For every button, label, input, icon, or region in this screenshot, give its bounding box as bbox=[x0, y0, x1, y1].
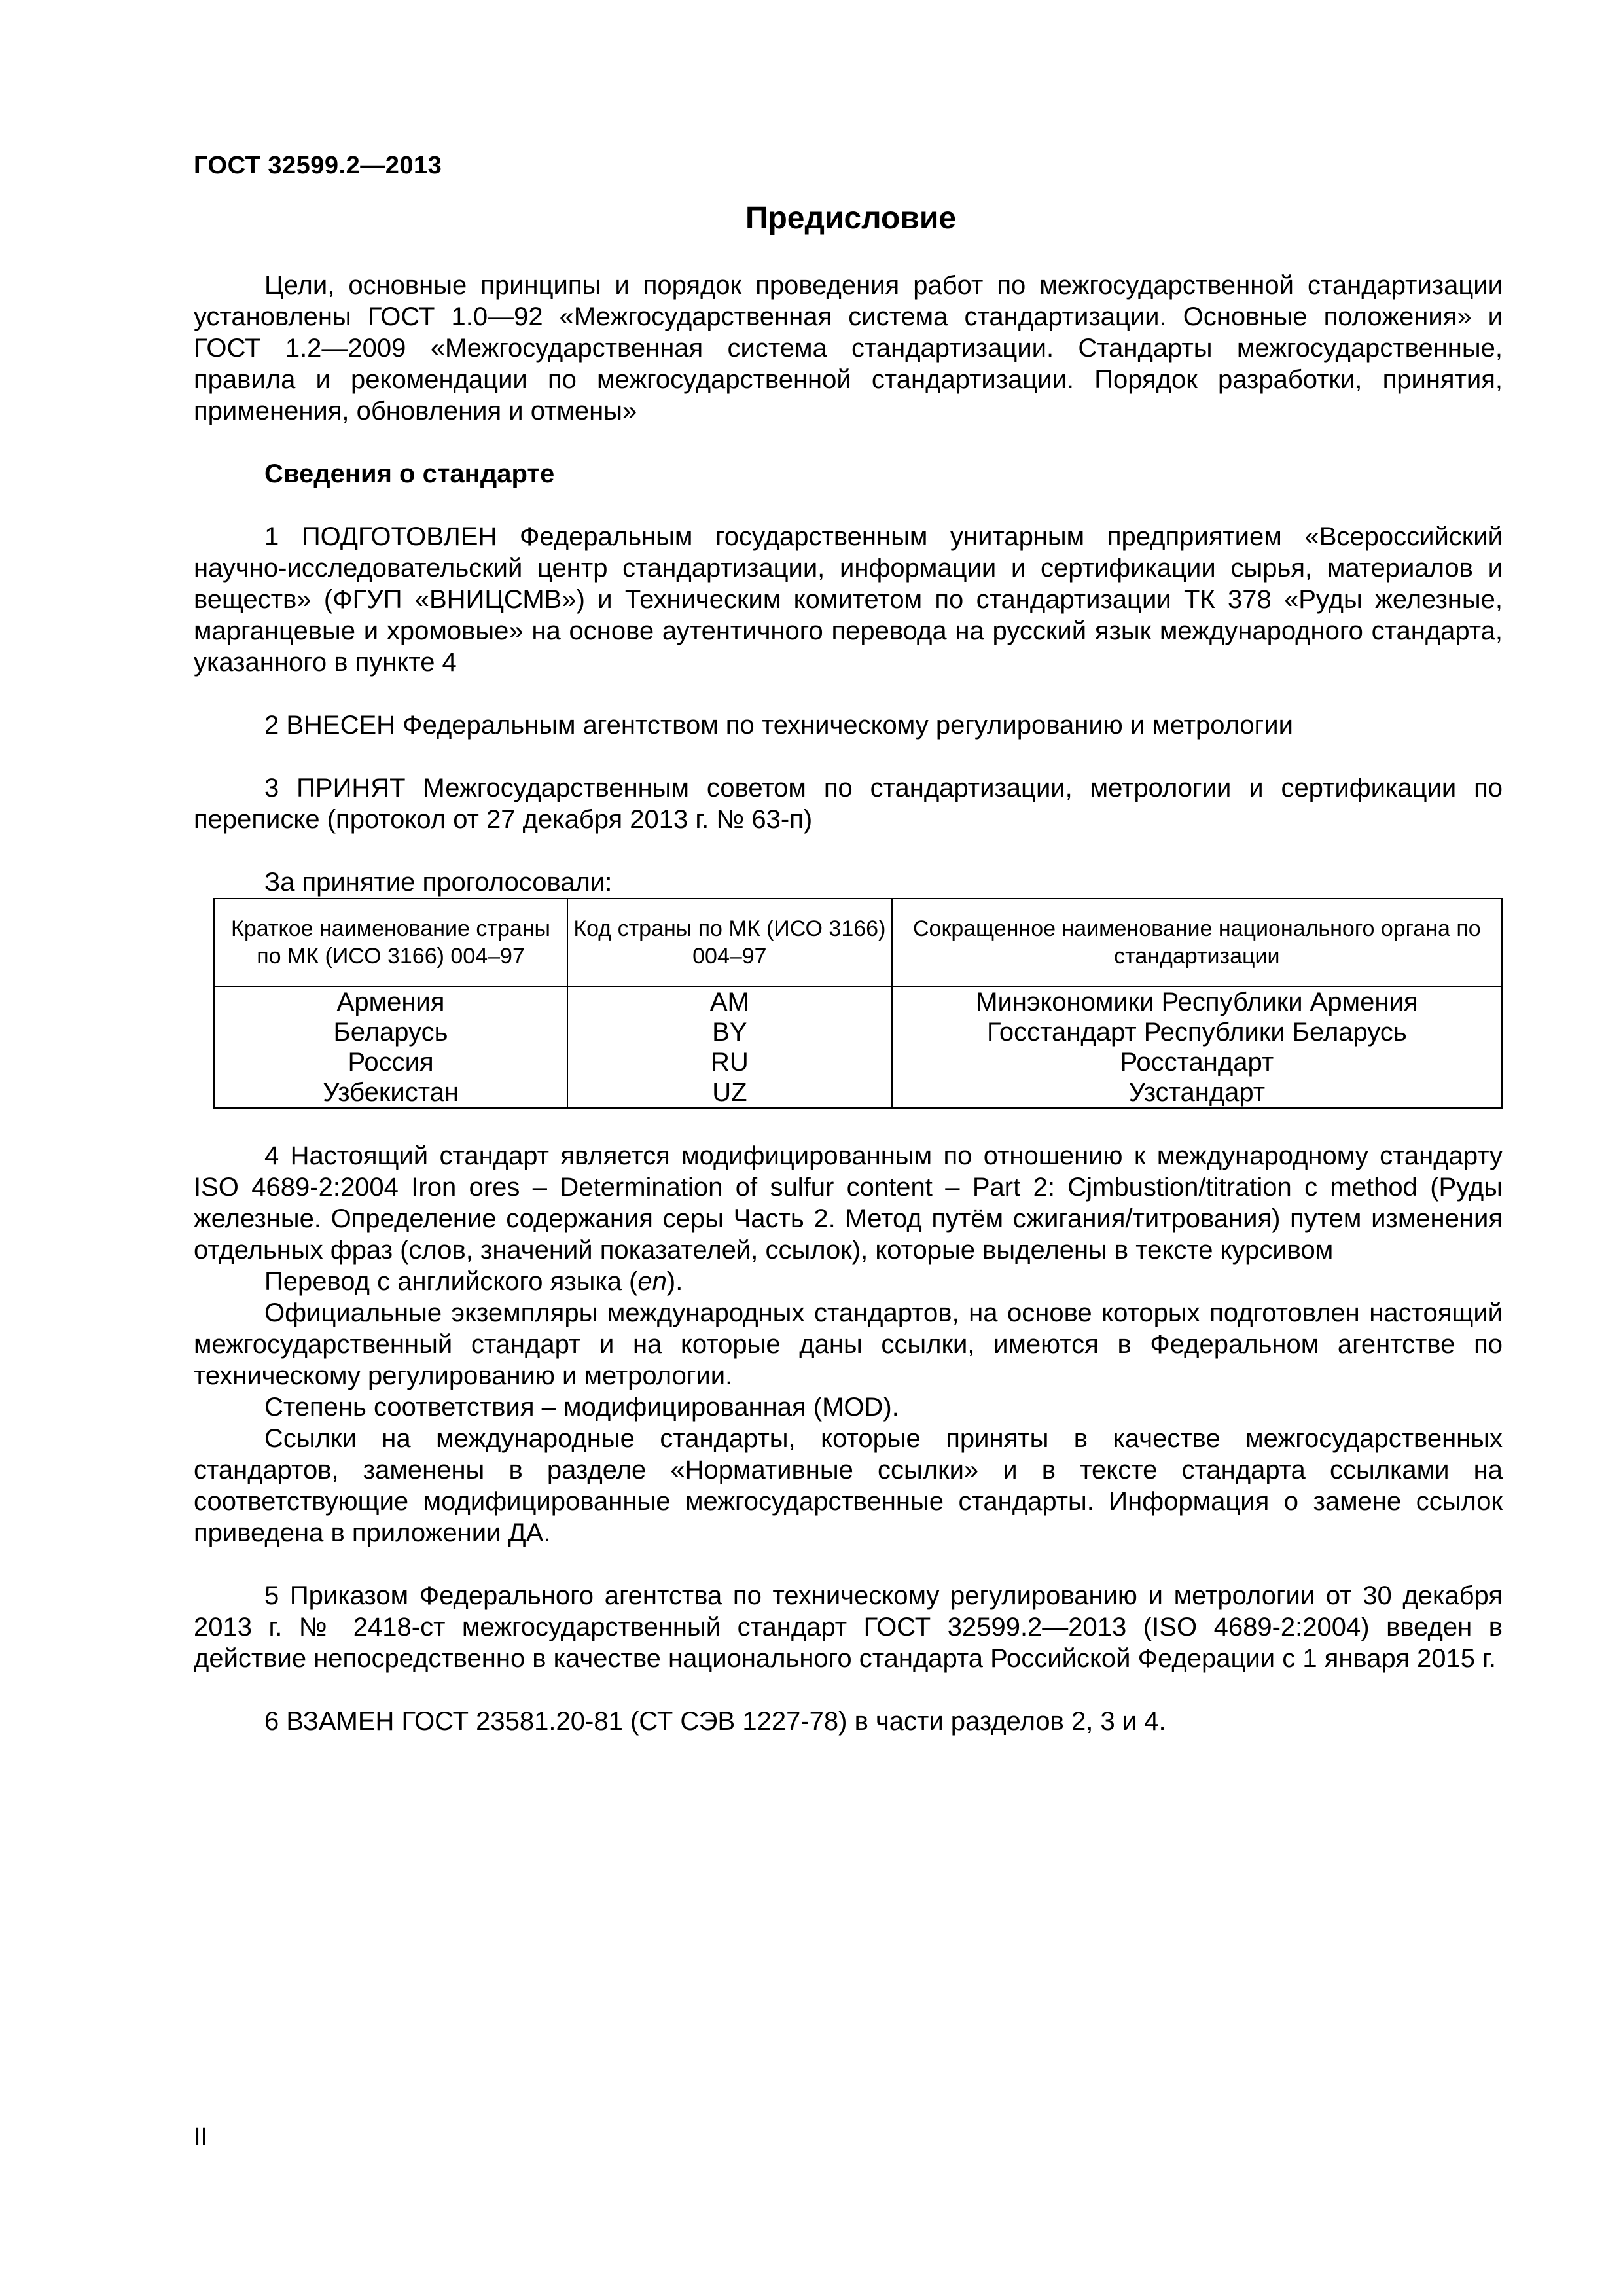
section-heading: Сведения о стандарте bbox=[264, 459, 555, 488]
item-4-paragraph: 4 Настоящий стандарт является модифицированным по отношению к международному стандарту ISO 4689-2:2004 Iron ores – Determination of sulfur content – Part 2: Cjmbustion/titration c method (Руды железные. Определение содержания серы Часть 2. Метод путём сжигания/титрования) путем изменения отдельных фраз (слов, значений показателей, ссылок), которые выделены в тексте курсивом bbox=[194, 1141, 1503, 1265]
item-6-paragraph: 6 ВЗАМЕН ГОСТ 23581.20-81 (СТ СЭВ 1227-78) в части разделов 2, 3 и 4. bbox=[264, 1707, 1166, 1736]
cell-country: Беларусь bbox=[214, 1017, 567, 1047]
cell-country: Армения bbox=[214, 986, 567, 1017]
cell-body: Узстандарт bbox=[892, 1077, 1502, 1108]
cell-code: AM bbox=[567, 986, 892, 1017]
cell-code: BY bbox=[567, 1017, 892, 1047]
item-4-degree: Степень соответствия – модифицированная (MOD). bbox=[264, 1393, 899, 1422]
cell-country: Узбекистан bbox=[214, 1077, 567, 1108]
document-body bbox=[194, 270, 1503, 1737]
cell-body: Минэкономики Республики Армения bbox=[892, 986, 1502, 1017]
vote-table-header-row bbox=[214, 899, 1502, 986]
cell-code: UZ bbox=[567, 1077, 892, 1108]
item-1-paragraph: 1 ПОДГОТОВЛЕН Федеральным государственным унитарным предприятием «Всероссийский научно-исследовательский центр стандартизации, информации и сертификации сырья, материалов и веществ» (ФГУП «ВНИЦСМВ») и Техническим комитетом по стандартизации ТК 378 «Руды железные, марганцевые и хромовые» на основе аутентичного перевода на русский язык международного стандарта, указанного в пункте 4 bbox=[194, 522, 1503, 677]
vote-table-header-country: Краткое наименование страны по МК (ИСО 3166) 004–97 bbox=[214, 899, 567, 986]
item-5-paragraph: 5 Приказом Федерального агентства по техническому регулированию и метрологии от 30 декабря 2013 г. № 2418-ст межгосударственный стандарт ГОСТ 32599.2—2013 (ISO 4689-2:2004) введен в действие непосредственно в качестве национального стандарта Российской Федерации с 1 января 2015 г. bbox=[194, 1581, 1503, 1673]
table-row bbox=[214, 1017, 1502, 1047]
table-row bbox=[214, 1077, 1502, 1108]
translation-suffix: ). bbox=[666, 1267, 683, 1296]
cell-body: Росстандарт bbox=[892, 1047, 1502, 1077]
vote-table-header-body: Сокращенное наименование национального органа по стандартизации bbox=[892, 899, 1502, 986]
cell-code: RU bbox=[567, 1047, 892, 1077]
cell-country: Россия bbox=[214, 1047, 567, 1077]
item-4-references: Ссылки на международные стандарты, которые приняты в качестве межгосударственных стандартов, заменены в разделе «Нормативные ссылки» и в тексте стандарта ссылками на соответствующие модифицированные межгосударственные стандарты. Информация о замене ссылок приведена в приложении ДА. bbox=[194, 1424, 1503, 1547]
cell-body: Госстандарт Республики Беларусь bbox=[892, 1017, 1502, 1047]
vote-label: За принятие проголосовали: bbox=[264, 868, 613, 897]
vote-table-header-code: Код страны по МК (ИСО 3166) 004–97 bbox=[567, 899, 892, 986]
item-2-paragraph: 2 ВНЕСЕН Федеральным агентством по техническому регулированию и метрологии bbox=[264, 711, 1293, 740]
table-row bbox=[214, 986, 1502, 1017]
translation-language: en bbox=[637, 1267, 667, 1296]
item-4-translation bbox=[194, 1266, 1503, 1297]
item-4-official: Официальные экземпляры международных стандартов, на основе которых подготовлен настоящий межгосударственный стандарт и на которые даны ссылки, имеются в Федеральном агентстве по техническому регулированию и метрологии. bbox=[194, 1299, 1503, 1390]
vote-table bbox=[213, 898, 1503, 1109]
page-number: II bbox=[194, 2123, 208, 2151]
standard-code: ГОСТ 32599.2—2013 bbox=[194, 152, 442, 179]
item-3-paragraph: 3 ПРИНЯТ Межгосударственным советом по стандартизации, метрологии и сертификации по переписке (протокол от 27 декабря 2013 г. № 63-п) bbox=[194, 774, 1503, 834]
intro-paragraph: Цели, основные принципы и порядок проведения работ по межгосударственной стандартизации установлены ГОСТ 1.0—92 «Межгосударственная система стандартизации. Основные положения» и ГОСТ 1.2—2009 «Межгосударственная система стандартизации. Стандарты межгосударственные, правила и рекомендации по межгосударственной стандартизации. Порядок разработки, принятия, применения, обновления и отмены» bbox=[194, 271, 1503, 425]
table-row bbox=[214, 1047, 1502, 1077]
page-title: Предисловие bbox=[745, 201, 957, 236]
translation-prefix: Перевод с английского языка ( bbox=[264, 1267, 638, 1296]
